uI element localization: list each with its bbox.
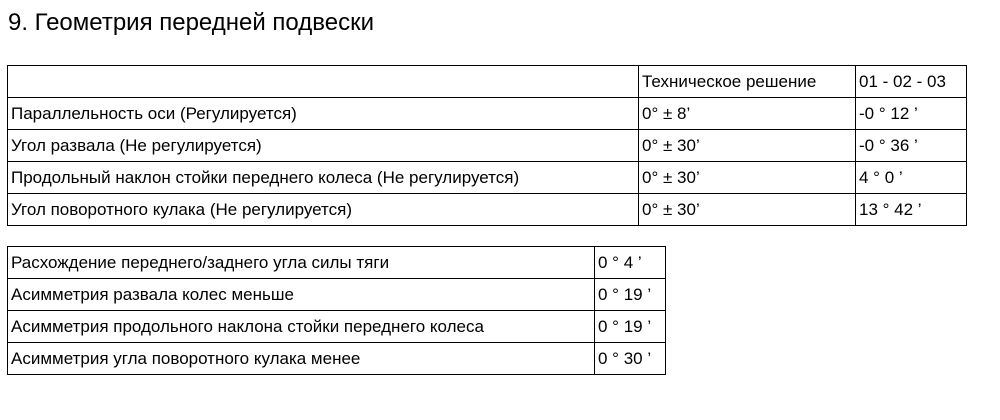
measured-cell: 4 ° 0 ’ — [856, 162, 967, 194]
parameter-cell: Параллельность оси (Регулируется) — [8, 98, 639, 130]
spec-cell: 0° ± 30’ — [639, 194, 856, 226]
spec-cell: 0° ± 30’ — [639, 130, 856, 162]
table-header-row — [8, 66, 967, 98]
measured-cell: -0 ° 12 ’ — [856, 98, 967, 130]
spec-cell: 0° ± 30’ — [639, 162, 856, 194]
asymmetry-table — [7, 246, 666, 375]
parameter-cell: Асимметрия угла поворотного кулака менее — [8, 343, 595, 375]
alignment-specs-table — [7, 65, 967, 226]
table-row — [8, 194, 967, 226]
measured-cell: 0 ° 19 ’ — [595, 279, 666, 311]
parameter-cell: Асимметрия продольного наклона стойки переднего колеса — [8, 311, 595, 343]
measured-cell: 0 ° 30 ’ — [595, 343, 666, 375]
parameter-cell: Продольный наклон стойки переднего колеса (Не регулируется) — [8, 162, 639, 194]
table-row — [8, 311, 666, 343]
measured-cell: -0 ° 36 ’ — [856, 130, 967, 162]
parameter-cell: Угол развала (Не регулируется) — [8, 130, 639, 162]
spec-cell: 0° ± 8’ — [639, 98, 856, 130]
measured-cell: 0 ° 4 ’ — [595, 247, 666, 279]
table-row — [8, 98, 967, 130]
parameter-cell: Расхождение переднего/заднего угла силы тяги — [8, 247, 595, 279]
measured-cell: 13 ° 42 ’ — [856, 194, 967, 226]
table-row — [8, 343, 666, 375]
table-row — [8, 130, 967, 162]
header-cell-parameter — [8, 66, 639, 98]
header-cell-measured: 01 - 02 - 03 — [856, 66, 967, 98]
page-title: 9. Геометрия передней подвески — [8, 9, 374, 36]
parameter-cell: Асимметрия развала колес меньше — [8, 279, 595, 311]
parameter-cell: Угол поворотного кулака (Не регулируется) — [8, 194, 639, 226]
table-row — [8, 279, 666, 311]
measured-cell: 0 ° 19 ’ — [595, 311, 666, 343]
table-row — [8, 162, 967, 194]
header-cell-spec: Техническое решение — [639, 66, 856, 98]
table-row — [8, 247, 666, 279]
